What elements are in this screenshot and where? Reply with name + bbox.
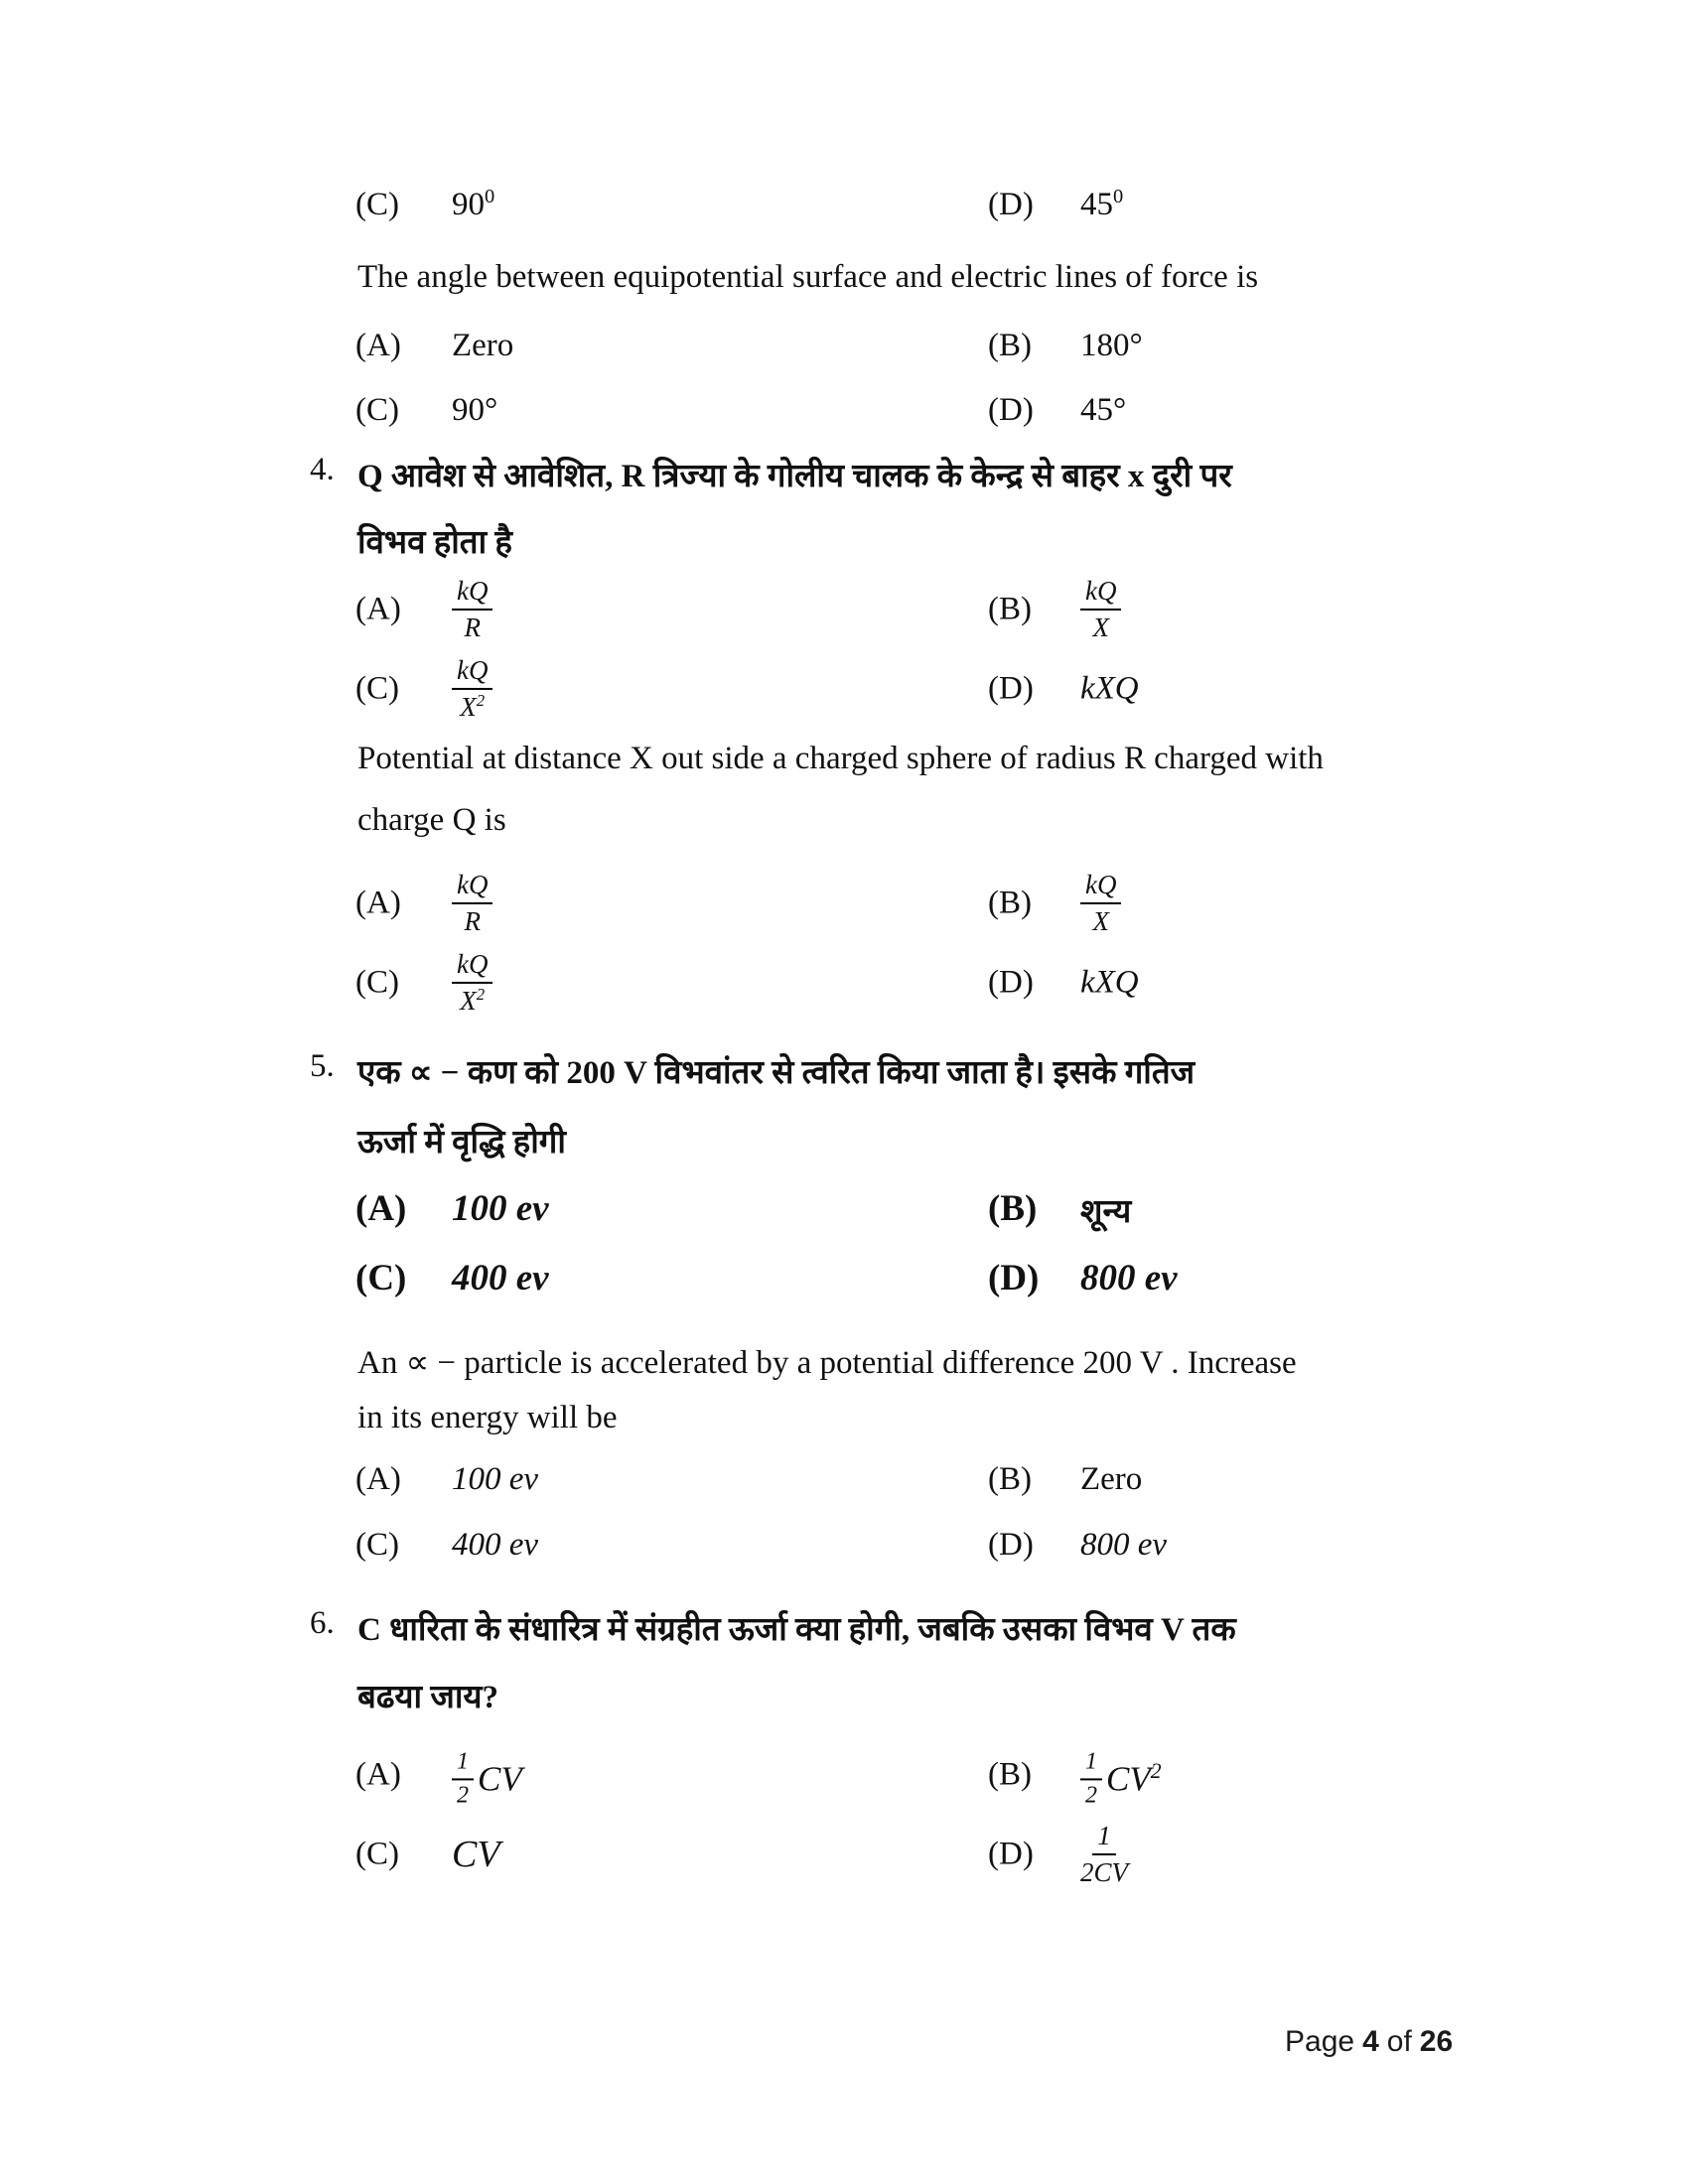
q3-option-b-value: 180° bbox=[1080, 328, 1143, 363]
q3-english-text: The angle between equipotential surface and electric lines of force is bbox=[357, 259, 1259, 295]
q5e-option-b-value: Zero bbox=[1080, 1461, 1143, 1497]
q5h-option-c-value: 400 ev bbox=[452, 1258, 549, 1298]
fraction-denominator: $X^2$ bbox=[460, 985, 486, 1016]
page-footer bbox=[1285, 2025, 1453, 2059]
q5-hindi-line-1: एक ∝ − कण को 200 V विभवांतर से त्वरित किया जाता है। इसके गतिज bbox=[357, 1055, 1196, 1091]
fraction-numerator: kQ bbox=[452, 870, 492, 904]
fraction-numerator: kQ bbox=[452, 576, 492, 611]
q5-english-line-1: An ∝ − particle is accelerated by a potential difference 200 V . Increase bbox=[357, 1345, 1297, 1381]
q6-hindi-line-1: C धारिता के संधारित्र में संग्रहीत ऊर्जा क्या होगी, जबकि उसका विभव V तक bbox=[357, 1612, 1236, 1648]
q6-hindi-line-1-row bbox=[0, 1605, 1688, 1653]
q3-option-c-value: 90° bbox=[452, 392, 498, 428]
q3-option-b-label: (B) bbox=[988, 328, 1032, 363]
fraction-numerator: kQ bbox=[1080, 870, 1121, 904]
q5-english-options-row-cd bbox=[0, 1527, 1688, 1574]
q6-options-row-cd bbox=[0, 1807, 1688, 1902]
q4-hindi-line-1-row bbox=[0, 452, 1688, 499]
footer-word-of: of bbox=[1386, 2025, 1412, 2058]
q5h-option-a-label: (A) bbox=[355, 1188, 407, 1229]
q3-sup-option-d-value: $45^0$ bbox=[1080, 186, 1124, 222]
q3-option-a-label: (A) bbox=[355, 328, 401, 363]
q3-english-question bbox=[0, 259, 1688, 307]
superscript-two: 2 bbox=[1150, 1758, 1162, 1783]
q5e-option-a-label: (A) bbox=[355, 1461, 401, 1497]
q4-option-b-label: (B) bbox=[988, 591, 1032, 627]
q5e-option-a-value: 100 ev bbox=[452, 1461, 539, 1497]
q4e-option-a-label: (A) bbox=[355, 885, 401, 921]
q4-option-d-label: (D) bbox=[988, 670, 1034, 707]
q5-english-line-2-row bbox=[0, 1400, 1688, 1447]
q4e-option-c-fraction bbox=[452, 949, 492, 1017]
fraction-numerator: 1 bbox=[1092, 1821, 1116, 1855]
fraction-denominator: 2CV bbox=[1080, 1857, 1129, 1887]
q6-option-d-fraction bbox=[1080, 1821, 1128, 1888]
q4-english-line-1: Potential at distance X out side a charged sphere of radius R charged with bbox=[357, 741, 1324, 776]
q5-hindi-options-row-cd bbox=[0, 1257, 1688, 1304]
q6-option-b-label: (B) bbox=[988, 1756, 1032, 1793]
superscript-zero: 0 bbox=[1113, 186, 1124, 207]
superscript-zero: 0 bbox=[485, 186, 495, 207]
fraction-denominator: R bbox=[464, 906, 481, 936]
footer-page-number: 4 bbox=[1362, 2025, 1379, 2058]
q3-sup-option-d-label: (D) bbox=[988, 187, 1034, 222]
q6-option-b-value bbox=[1080, 1740, 1162, 1809]
q5h-option-d-value: 800 ev bbox=[1080, 1258, 1178, 1298]
q5e-option-d-label: (D) bbox=[988, 1527, 1034, 1563]
q6-number: 6. bbox=[310, 1605, 335, 1641]
q3-options-row-cd bbox=[0, 392, 1688, 440]
q6-option-a-value bbox=[452, 1740, 522, 1809]
q6-hindi-line-2-row bbox=[0, 1673, 1688, 1720]
q6-option-a-label: (A) bbox=[355, 1756, 401, 1793]
q5e-option-c-label: (C) bbox=[355, 1527, 399, 1563]
q4-option-c-label: (C) bbox=[355, 670, 399, 707]
q3-options-row-cd-sup bbox=[0, 187, 1688, 234]
q5-hindi-line-2: ऊर्जा में वृद्धि होगी bbox=[357, 1125, 566, 1160]
q5-hindi-line-1-row bbox=[0, 1048, 1688, 1096]
q5-english-line-1-row bbox=[0, 1342, 1688, 1390]
q4-number: 4. bbox=[310, 452, 335, 487]
q4-option-c-fraction bbox=[452, 655, 492, 723]
q5h-option-b-value: शून्य bbox=[1080, 1194, 1132, 1230]
q4-hindi-options-row-cd bbox=[0, 641, 1688, 737]
q4-english-line-2-row bbox=[0, 802, 1688, 850]
q3-option-c-label: (C) bbox=[355, 392, 399, 428]
q5-english-line-2: in its energy will be bbox=[357, 1400, 618, 1435]
q5h-option-d-label: (D) bbox=[988, 1258, 1040, 1298]
q4-english-line-1-row bbox=[0, 741, 1688, 788]
fraction-denominator: 2 bbox=[457, 1782, 469, 1808]
q4-option-a-label: (A) bbox=[355, 591, 401, 627]
q4-option-a-fraction bbox=[452, 576, 492, 643]
q3-option-d-value: 45° bbox=[1080, 392, 1127, 428]
q4e-option-c-label: (C) bbox=[355, 964, 399, 1001]
q5e-option-d-value: 800 ev bbox=[1080, 1527, 1168, 1563]
q5h-option-b-label: (B) bbox=[988, 1188, 1038, 1229]
q4-english-options-row-cd bbox=[0, 935, 1688, 1030]
math-term: $CV^2$ bbox=[1106, 1758, 1162, 1798]
q4e-option-a-fraction bbox=[452, 870, 492, 937]
q5-number: 5. bbox=[310, 1048, 335, 1084]
fraction-numerator: 1 bbox=[1080, 1748, 1102, 1780]
q5e-option-b-label: (B) bbox=[988, 1461, 1032, 1497]
q4-english-line-2: charge Q is bbox=[357, 802, 506, 838]
fraction-numerator: kQ bbox=[452, 655, 492, 690]
q4e-option-b-fraction bbox=[1080, 870, 1121, 937]
q6-option-d-label: (D) bbox=[988, 1836, 1034, 1872]
q5-english-options-row-ab bbox=[0, 1461, 1688, 1509]
fraction-numerator: kQ bbox=[452, 949, 492, 984]
q6-hindi-line-2: बढया जाय? bbox=[357, 1680, 499, 1715]
fraction-denominator: X bbox=[1092, 613, 1109, 642]
q5-hindi-options-row-ab bbox=[0, 1187, 1688, 1235]
superscript-two: 2 bbox=[476, 691, 486, 710]
q4-option-b-fraction bbox=[1080, 576, 1121, 643]
q4e-option-b-label: (B) bbox=[988, 885, 1032, 921]
q3-sup-option-c-value: $90^0$ bbox=[452, 186, 495, 222]
q4e-option-d-label: (D) bbox=[988, 964, 1034, 1001]
fraction-denominator: R bbox=[464, 613, 481, 642]
q3-options-row-ab bbox=[0, 328, 1688, 375]
fraction-numerator: kQ bbox=[1080, 576, 1121, 611]
math-term: CV bbox=[478, 1759, 522, 1798]
q4e-option-d-value: kXQ bbox=[1080, 964, 1139, 1001]
q5e-option-c-value: 400 ev bbox=[452, 1527, 539, 1563]
q4-option-d-value: kXQ bbox=[1080, 670, 1139, 707]
fraction-denominator: X bbox=[1092, 906, 1109, 936]
q4-hindi-line-2: विभव होता है bbox=[357, 525, 512, 561]
footer-word-page: Page bbox=[1285, 2025, 1355, 2058]
q6-option-c-label: (C) bbox=[355, 1836, 399, 1872]
superscript-two: 2 bbox=[476, 985, 486, 1004]
q5h-option-a-value: 100 ev bbox=[452, 1188, 549, 1229]
q5-hindi-line-2-row bbox=[0, 1118, 1688, 1165]
q5h-option-c-label: (C) bbox=[355, 1258, 407, 1298]
q3-option-d-label: (D) bbox=[988, 392, 1034, 428]
fraction-denominator: 2 bbox=[1085, 1782, 1097, 1808]
q3-option-a-value: Zero bbox=[452, 328, 514, 363]
q4-hindi-line-2-row bbox=[0, 518, 1688, 566]
footer-total-pages: 26 bbox=[1419, 2025, 1454, 2058]
fraction-numerator: 1 bbox=[452, 1748, 474, 1780]
q3-sup-option-c-label: (C) bbox=[355, 187, 399, 222]
q4-hindi-line-1: Q आवेश से आवेशित, R त्रिज्या के गोलीय चालक के केन्द्र से बाहर x दुरी पर bbox=[357, 459, 1232, 494]
q6-option-c-value: CV bbox=[452, 1834, 500, 1875]
fraction-denominator: $X^2$ bbox=[460, 691, 486, 722]
